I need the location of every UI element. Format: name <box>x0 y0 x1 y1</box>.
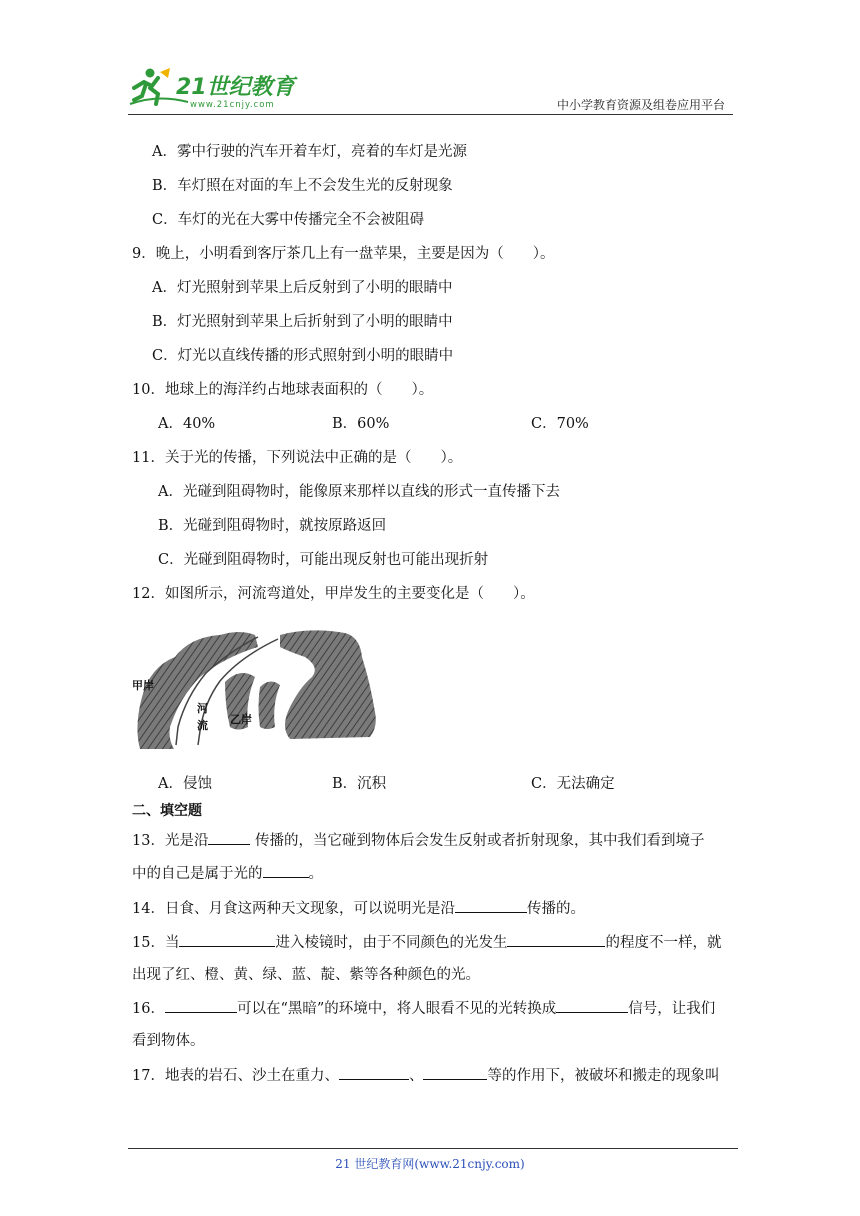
page-header <box>128 64 733 116</box>
bank-b-terrain <box>280 630 376 739</box>
svg-text:21世纪教育: 21世纪教育 <box>176 75 295 100</box>
q15-blank-1[interactable] <box>179 932 275 947</box>
river-bend-figure <box>130 627 380 749</box>
q15-blank-2[interactable] <box>507 932 605 947</box>
q11-option-a: A．光碰到阻碍物时，能像原来那样以直线的形式一直传播下去 <box>158 484 560 500</box>
q10-option-b: B．60% <box>332 416 390 432</box>
q12-option-b: B．沉积 <box>332 776 387 792</box>
q13-line-2: 中的自己是属于光的 。 <box>132 863 323 884</box>
label-bank-b: 乙岸 <box>230 713 252 726</box>
q11-option-b: B．光碰到阻碍物时，就按原路返回 <box>158 518 387 534</box>
q16-line-1: 16． 可以在“黑暗”的环境中，将人眼看不见的光转换成 信号，让我们 <box>132 998 715 1019</box>
q13-blank-2[interactable] <box>263 863 309 878</box>
q9-option-a: A．灯光照射到苹果上后反射到了小明的眼睛中 <box>152 280 453 296</box>
q10-option-c: C．70% <box>531 416 589 432</box>
q16-line-2: 看到物体。 <box>132 1033 205 1049</box>
q12-stem: 12．如图所示，河流弯道处，甲岸发生的主要变化是（ ）。 <box>132 586 535 602</box>
q17-line: 17．地表的岩石、沙土在重力、 、 等的作用下，被破坏和搬走的现象叫 <box>132 1065 719 1086</box>
label-river-1: 河 <box>197 702 208 715</box>
q9-option-c: C．灯光以直线传播的形式照射到小明的眼睛中 <box>152 348 454 364</box>
q16-blank-2[interactable] <box>556 998 628 1013</box>
q12-option-a: A．侵蚀 <box>158 776 212 792</box>
q8-option-b: B．车灯照在对面的车上不会发生光的反射现象 <box>152 178 453 194</box>
site-logo <box>128 64 298 110</box>
header-divider <box>128 114 733 115</box>
q17-blank-1[interactable] <box>339 1065 409 1080</box>
q13-line-1: 13．光是沿 传播的，当它碰到物体后会发生反射或者折射现象，其中我们看到境子 <box>132 830 705 851</box>
footer-divider <box>128 1148 738 1149</box>
footer-site[interactable]: 21 世纪教育网(www.21cnjy.com) <box>335 1157 525 1171</box>
label-bank-a: 甲岸 <box>132 679 154 692</box>
q9-stem: 9．晚上，小明看到客厅茶几上有一盘苹果，主要是因为（ ）。 <box>132 246 555 262</box>
platform-title: 中小学教育资源及组卷应用平台 <box>556 98 725 112</box>
q9-option-b: B．灯光照射到苹果上后折射到了小明的眼睛中 <box>152 314 453 330</box>
svg-text:www.21cnjy.com: www.21cnjy.com <box>190 100 275 110</box>
q13-blank-1[interactable] <box>208 830 250 845</box>
q8-option-a: A．雾中行驶的汽车开着车灯，亮着的车灯是光源 <box>152 144 467 160</box>
q11-option-c: C．光碰到阻碍物时，可能出现反射也可能出现折射 <box>158 552 489 568</box>
q10-option-a: A．40% <box>158 416 216 432</box>
q11-stem: 11．关于光的传播，下列说法中正确的是（ ）。 <box>132 450 463 466</box>
q14-line: 14．日食、月食这两种天文现象，可以说明光是沿 传播的。 <box>132 898 585 919</box>
q15-line-1: 15．当 进入棱镜时，由于不同颜色的光发生 的程度不一样，就 <box>132 932 721 953</box>
q15-line-2: 出现了红、橙、黄、绿、蓝、靛、紫等各种颜色的光。 <box>132 967 480 983</box>
q14-blank[interactable] <box>455 898 527 913</box>
q16-blank-1[interactable] <box>165 998 237 1013</box>
q17-blank-2[interactable] <box>423 1065 487 1080</box>
q8-option-c: C．车灯的光在大雾中传播完全不会被阻碍 <box>152 212 425 228</box>
label-river-2: 流 <box>197 719 208 732</box>
section-title: 二、填空题 <box>132 803 202 819</box>
q10-stem: 10．地球上的海洋约占地球表面积的（ ）。 <box>132 382 434 398</box>
q12-option-c: C．无法确定 <box>531 776 615 792</box>
